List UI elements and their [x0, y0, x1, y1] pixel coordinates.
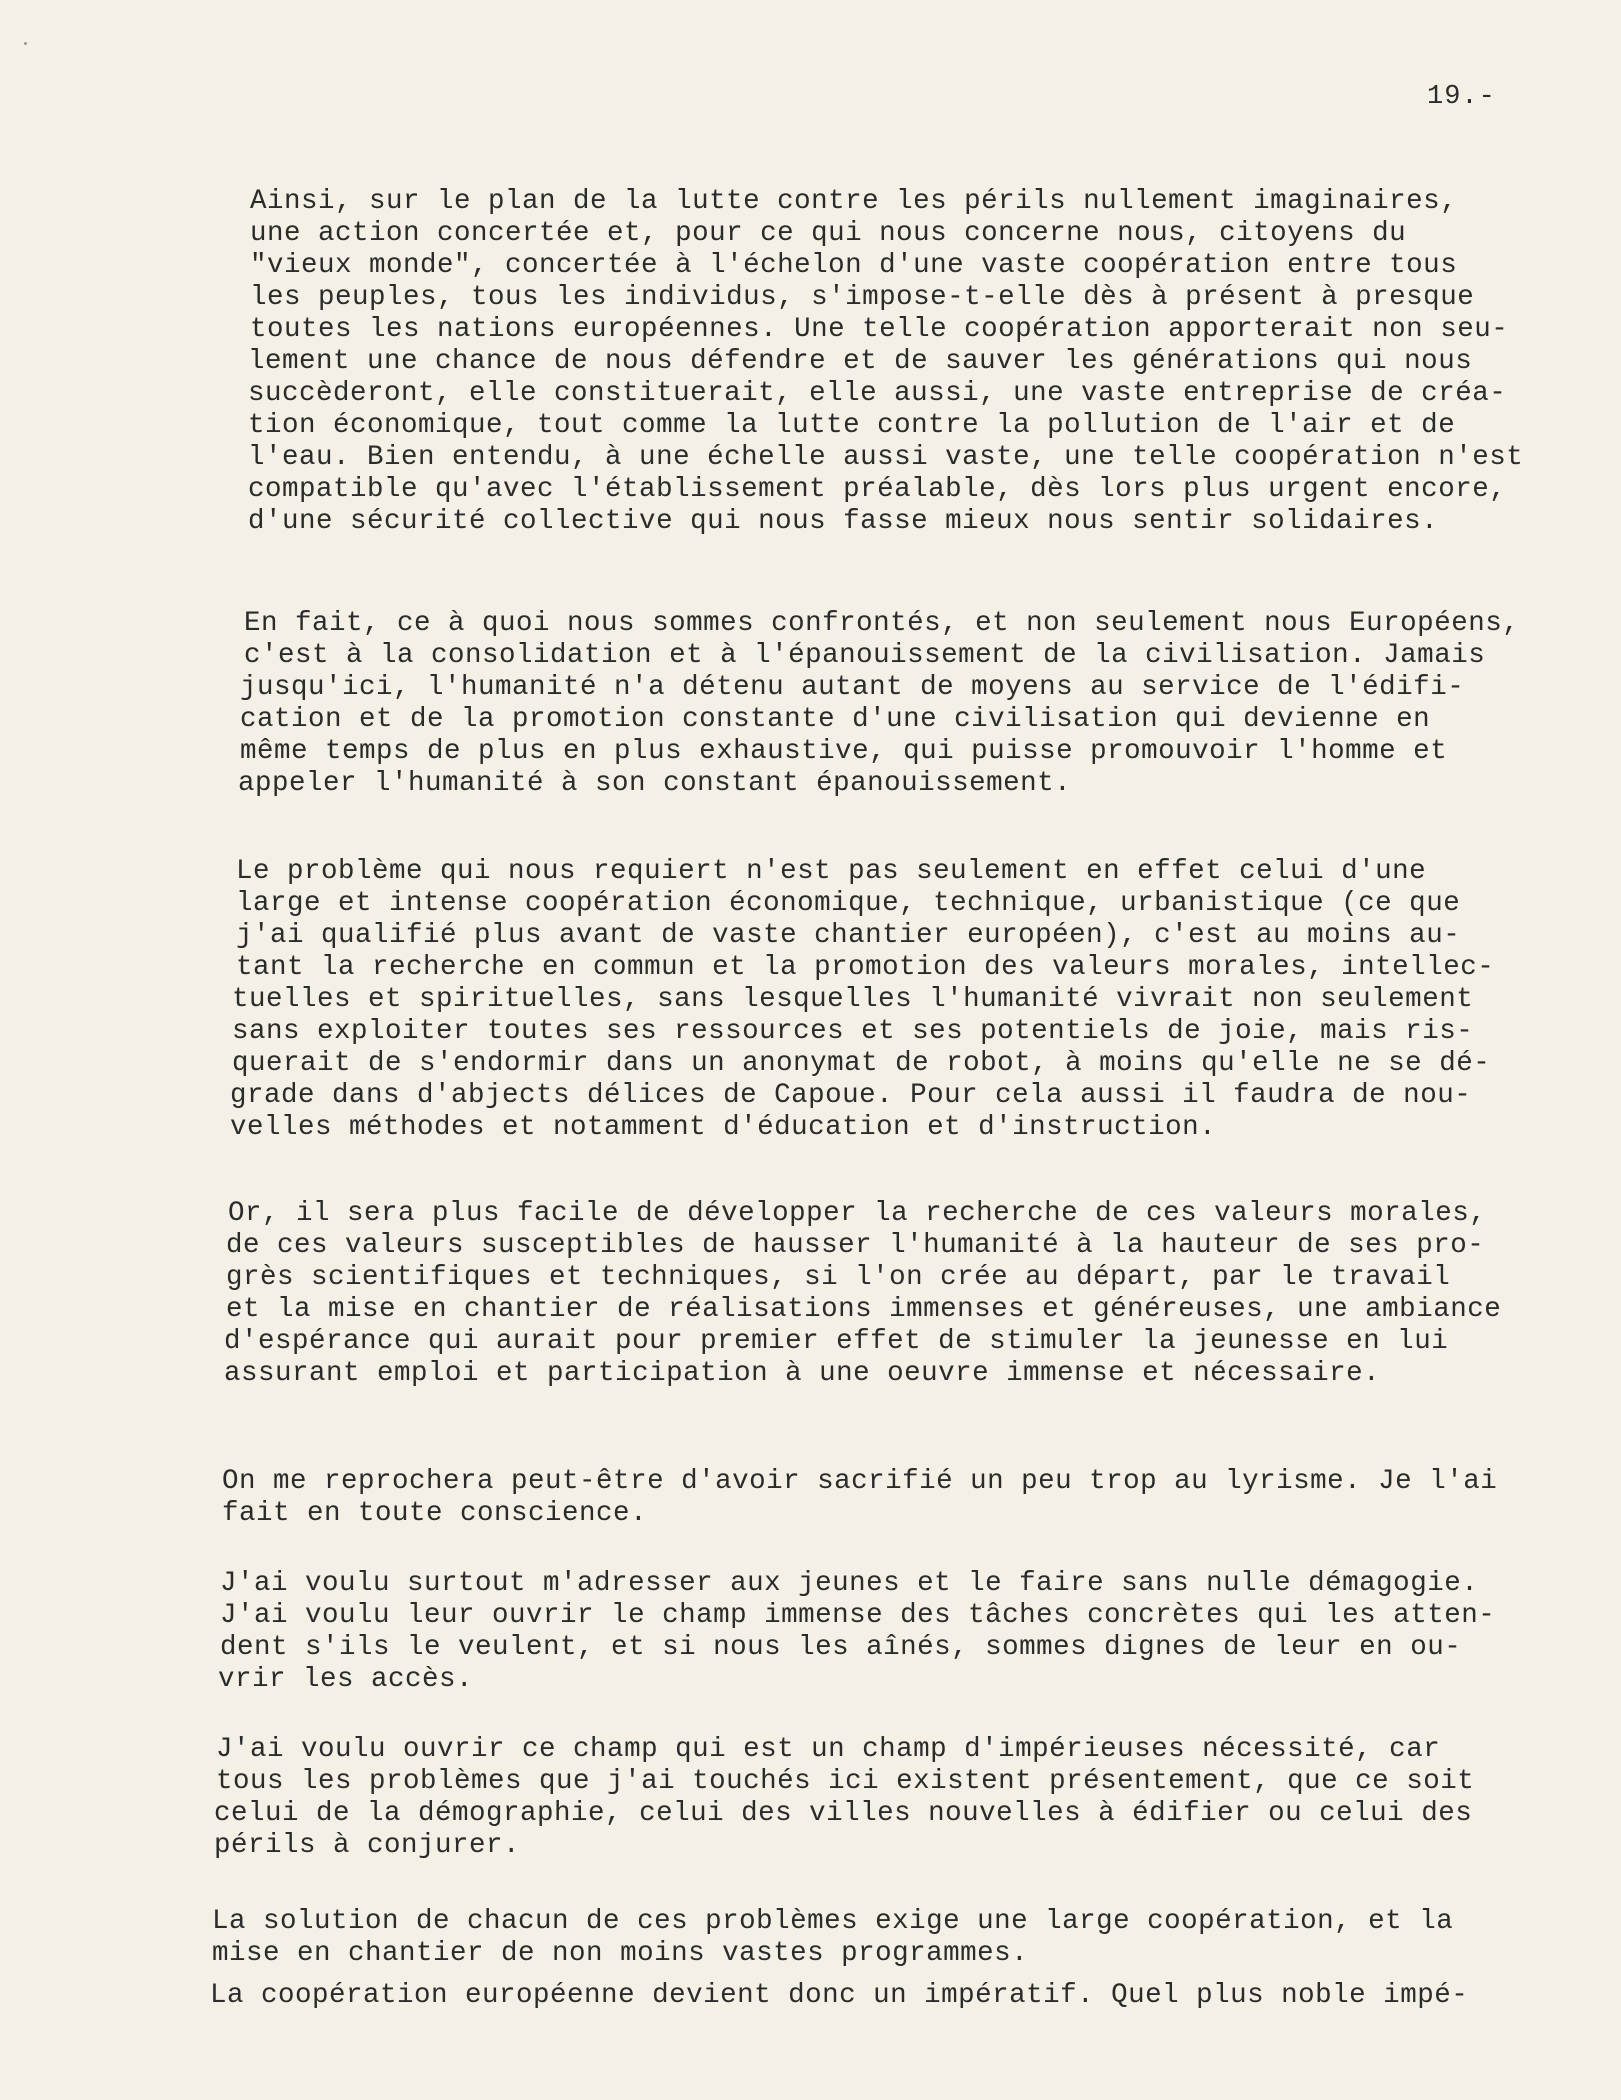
text-line: tion économique, tout comme la lutte contre la pollution de l'air et de: [248, 410, 1456, 441]
page-number: 19.-: [1427, 82, 1496, 112]
text-line: Ainsi, sur le plan de la lutte contre les périls nullement imaginaires,: [250, 186, 1458, 217]
text-line: périls à conjurer.: [214, 1830, 521, 1861]
text-line: d'une sécurité collective qui nous fasse mieux nous sentir solidaires.: [248, 506, 1439, 537]
paper-speck: [24, 42, 27, 45]
text-line: J'ai voulu leur ouvrir le champ immense des tâches concrètes qui les atten-: [220, 1600, 1496, 1631]
text-line: J'ai voulu surtout m'adresser aux jeunes et le faire sans nulle démagogie.: [220, 1568, 1479, 1599]
text-line: assurant emploi et participation à une oeuvre immense et nécessaire.: [224, 1358, 1381, 1389]
text-line: lement une chance de nous défendre et de sauver les générations qui nous: [248, 346, 1473, 377]
text-line: La solution de chacun de ces problèmes exige une large coopération, et la: [212, 1906, 1454, 1937]
text-line: Or, il sera plus facile de développer la recherche de ces valeurs morales,: [228, 1198, 1487, 1229]
text-line: "vieux monde", concertée à l'échelon d'une vaste coopération entre tous: [250, 250, 1458, 281]
text-line: grade dans d'abjects délices de Capoue. Pour cela aussi il faudra de nou-: [230, 1080, 1472, 1111]
text-line: large et intense coopération économique, technique, urbanistique (ce que: [236, 888, 1461, 919]
text-line: c'est à la consolidation et à l'épanouissement de la civilisation. Jamais: [244, 640, 1486, 671]
text-line: Le problème qui nous requiert n'est pas seulement en effet celui d'une: [236, 856, 1427, 887]
text-line: En fait, ce à quoi nous sommes confrontés, et non seulement nous Européens,: [244, 608, 1520, 639]
text-line: celui de la démographie, celui des villes nouvelles à édifier ou celui des: [214, 1798, 1473, 1829]
text-line: La coopération européenne devient donc un impératif. Quel plus noble impé-: [210, 1980, 1469, 2011]
text-line: tous les problèmes que j'ai touchés ici existent présentement, que ce soit: [216, 1766, 1475, 1797]
text-line: j'ai qualifié plus avant de vaste chantier européen), c'est au moins au-: [236, 920, 1461, 951]
text-line: On me reprochera peut-être d'avoir sacrifié un peu trop au lyrisme. Je l'ai: [222, 1466, 1498, 1497]
text-line: succèderont, elle constituerait, elle aussi, une vaste entreprise de créa-: [248, 378, 1507, 409]
text-line: fait en toute conscience.: [222, 1498, 648, 1529]
text-line: velles méthodes et notamment d'éducation et d'instruction.: [230, 1112, 1217, 1143]
text-line: tant la recherche en commun et la promotion des valeurs morales, intellec-: [236, 952, 1495, 983]
text-line: toutes les nations européennes. Une telle coopération apporterait non seu-: [250, 314, 1509, 345]
text-line: de ces valeurs susceptibles de hausser l'humanité à la hauteur de ses pro-: [226, 1230, 1485, 1261]
text-line: mise en chantier de non moins vastes programmes.: [212, 1938, 1029, 1969]
text-line: grès scientifiques et techniques, si l'on crée au départ, par le travail: [226, 1262, 1451, 1293]
text-line: J'ai voulu ouvrir ce champ qui est un champ d'impérieuses nécessité, car: [216, 1734, 1441, 1765]
text-line: cation et de la promotion constante d'une civilisation qui devienne en: [240, 704, 1431, 735]
text-line: appeler l'humanité à son constant épanouissement.: [238, 768, 1072, 799]
text-line: les peuples, tous les individus, s'impose-t-elle dès à présent à presque: [250, 282, 1475, 313]
text-line: et la mise en chantier de réalisations immenses et généreuses, une ambiance: [226, 1294, 1502, 1325]
text-line: querait de s'endormir dans un anonymat de robot, à moins qu'elle ne se dé-: [232, 1048, 1491, 1079]
text-line: compatible qu'avec l'établissement préalable, dès lors plus urgent encore,: [248, 474, 1507, 505]
text-line: jusqu'ici, l'humanité n'a détenu autant de moyens au service de l'édifi-: [240, 672, 1465, 703]
text-line: vrir les accès.: [218, 1664, 474, 1695]
text-line: tuelles et spirituelles, sans lesquelles l'humanité vivrait non seulement: [232, 984, 1474, 1015]
text-line: une action concertée et, pour ce qui nous concerne nous, citoyens du: [250, 218, 1407, 249]
text-line: sans exploiter toutes ses ressources et ses potentiels de joie, mais ris-: [232, 1016, 1474, 1047]
text-line: d'espérance qui aurait pour premier effet de stimuler la jeunesse en lui: [224, 1326, 1449, 1357]
text-line: même temps de plus en plus exhaustive, qui puisse promouvoir l'homme et: [240, 736, 1448, 767]
text-line: dent s'ils le veulent, et si nous les aînés, sommes dignes de leur en ou-: [220, 1632, 1462, 1663]
text-line: l'eau. Bien entendu, à une échelle aussi vaste, une telle coopération n'est: [248, 442, 1524, 473]
